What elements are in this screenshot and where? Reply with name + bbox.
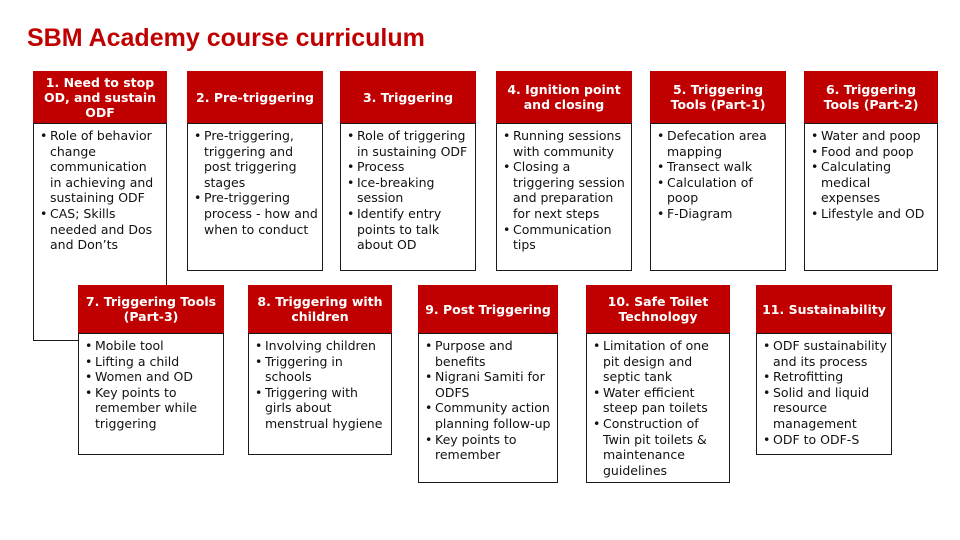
list-item: • Water efficient steep pan toilets	[593, 385, 725, 416]
list-item: • ODF to ODF-S	[763, 432, 887, 448]
page-title: SBM Academy course curriculum	[27, 24, 425, 52]
module-body	[756, 333, 892, 455]
module-body	[340, 123, 476, 271]
list-item: • Limitation of one pit design and septic tank	[593, 338, 725, 385]
list-item: • ODF sustainability and its process	[763, 338, 887, 369]
list-item: • Defecation area mapping	[657, 128, 781, 159]
list-item: • Food and poop	[811, 144, 933, 160]
module-header: 6. Triggering Tools (Part-2)	[804, 71, 938, 123]
list-item: • Triggering in schools	[255, 354, 387, 385]
list-item: • Transect walk	[657, 159, 781, 175]
module-header: 3. Triggering	[340, 71, 476, 123]
list-item: • Solid and liquid resource management	[763, 385, 887, 432]
module-body	[586, 333, 730, 483]
list-item: • Involving children	[255, 338, 387, 354]
list-item: • Identify entry points to talk about OD	[347, 206, 471, 253]
list-item: • Retrofitting	[763, 369, 887, 385]
module-header: 8. Triggering with children	[248, 285, 392, 333]
list-item: • Mobile tool	[85, 338, 219, 354]
list-item: • Role of behavior change communication in achieving and sustaining ODF	[40, 128, 162, 206]
list-item: • Pre-triggering, triggering and post triggering stages	[194, 128, 318, 190]
list-item: • Key points to remember while triggering	[85, 385, 219, 432]
module-body	[650, 123, 786, 271]
module-header: 7. Triggering Tools (Part-3)	[78, 285, 224, 333]
list-item: • Calculation of poop	[657, 175, 781, 206]
list-item: • Construction of Twin pit toilets & maintenance guidelines	[593, 416, 725, 478]
list-item: • Women and OD	[85, 369, 219, 385]
list-item: • Closing a triggering session and preparation for next steps	[503, 159, 627, 221]
module-body	[78, 333, 224, 455]
list-item: • Communication tips	[503, 222, 627, 253]
list-item: • Purpose and benefits	[425, 338, 553, 369]
list-item: • F-Diagram	[657, 206, 781, 222]
module-body	[187, 123, 323, 271]
module-header: 1. Need to stop OD, and sustain ODF	[33, 71, 167, 123]
module-header: 11. Sustainability	[756, 285, 892, 333]
module-header: 10. Safe Toilet Technology	[586, 285, 730, 333]
module-body	[804, 123, 938, 271]
list-item: • Nigrani Samiti for ODFS	[425, 369, 553, 400]
module-body	[248, 333, 392, 455]
list-item: • Role of triggering in sustaining ODF	[347, 128, 471, 159]
list-item: • Key points to remember	[425, 432, 553, 463]
list-item: • Process	[347, 159, 471, 175]
list-item: • Running sessions with community	[503, 128, 627, 159]
list-item: • CAS; Skills needed and Dos and Don’ts	[40, 206, 162, 253]
list-item: • Community action planning follow-up	[425, 400, 553, 431]
module-body	[496, 123, 632, 271]
list-item: • Triggering with girls about menstrual hygiene	[255, 385, 387, 432]
module-header: 5. Triggering Tools (Part-1)	[650, 71, 786, 123]
module-header: 9. Post Triggering	[418, 285, 558, 333]
module-header: 4. Ignition point and closing	[496, 71, 632, 123]
list-item: • Ice-breaking session	[347, 175, 471, 206]
module-body	[418, 333, 558, 483]
list-item: • Water and poop	[811, 128, 933, 144]
list-item: • Lifting a child	[85, 354, 219, 370]
module-header: 2. Pre-triggering	[187, 71, 323, 123]
list-item: • Pre-triggering process - how and when to conduct	[194, 190, 318, 237]
list-item: • Lifestyle and OD	[811, 206, 933, 222]
list-item: • Calculating medical expenses	[811, 159, 933, 206]
